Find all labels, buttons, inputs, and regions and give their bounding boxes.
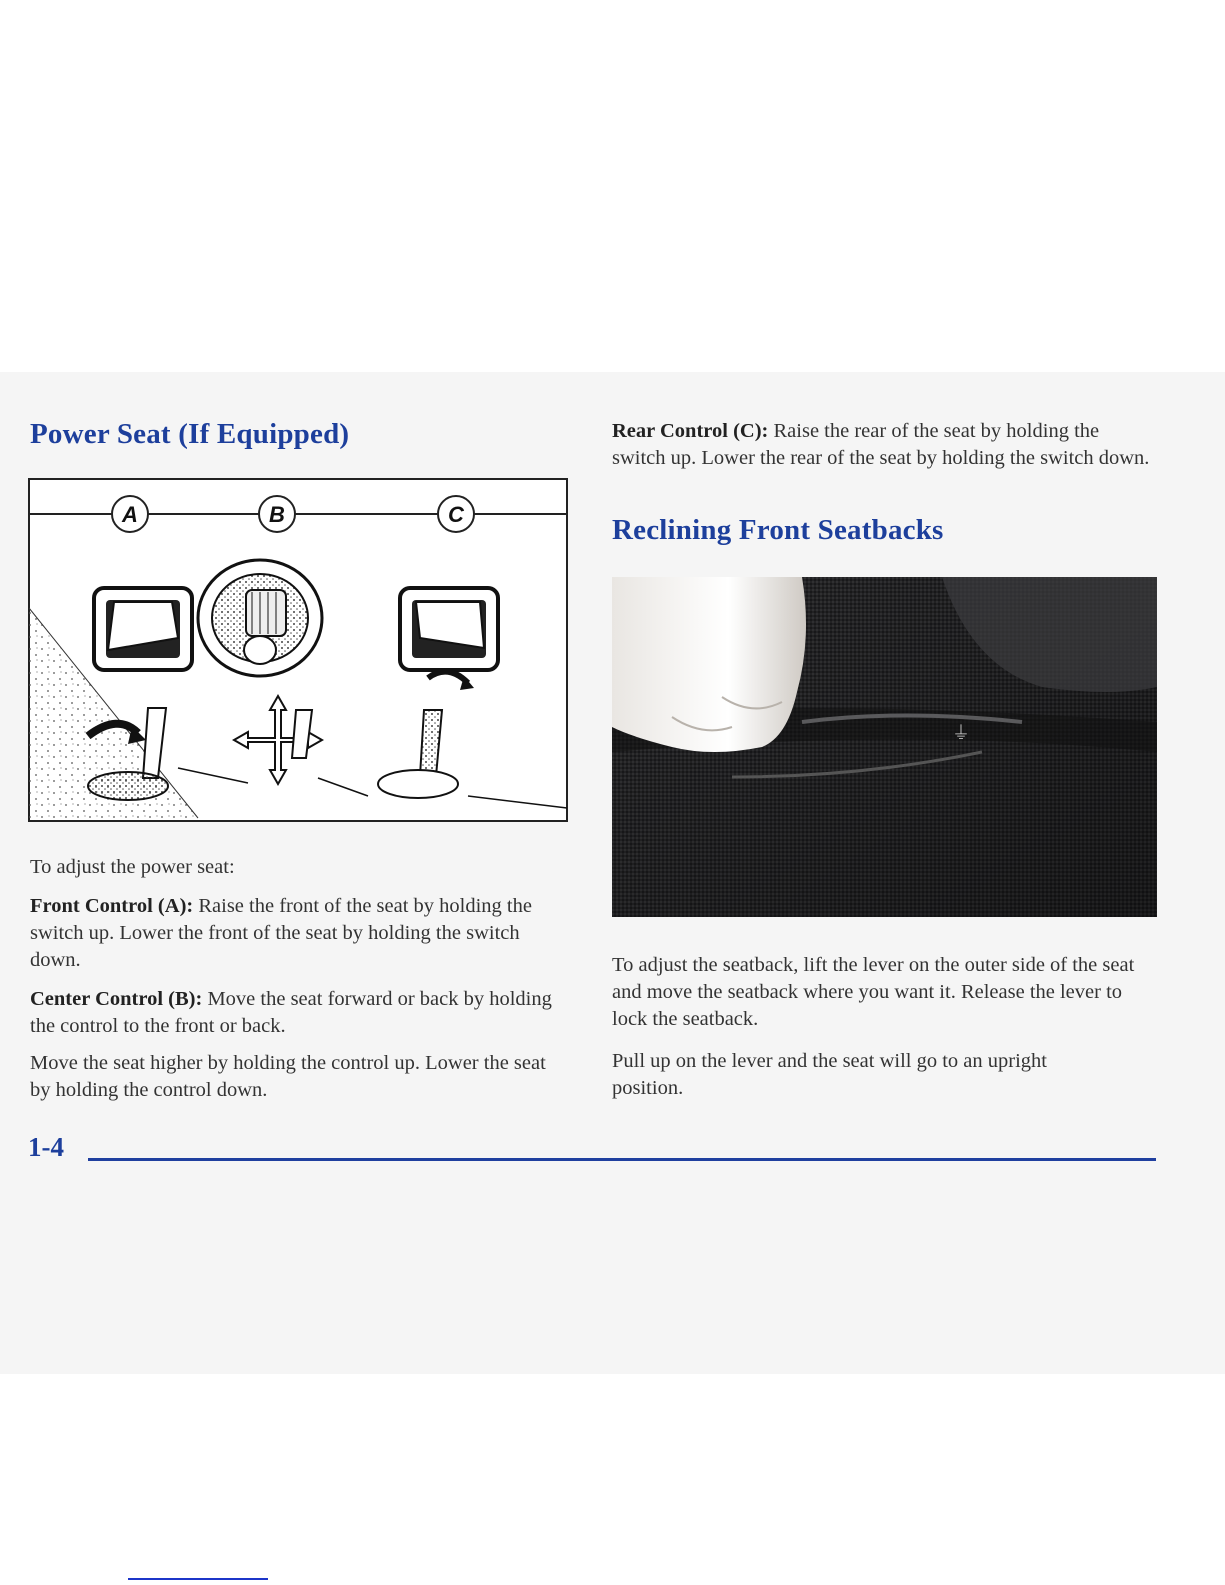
page-number: 1-4 <box>28 1132 64 1162</box>
footer-rule <box>88 1158 1156 1161</box>
center-control-desc: Move the seat forward or back by holding the control to the front or back. <box>30 988 552 1037</box>
front-switch-a <box>94 588 192 670</box>
reclining-seatbacks-heading: Reclining Front Seatbacks <box>612 514 944 546</box>
svg-text:B: B <box>269 502 285 527</box>
bottom-link-underline[interactable] <box>128 1578 268 1580</box>
rear-control-desc: Raise the rear of the seat by holding the switch up. Lower the rear of the seat by holding the switch down. <box>612 420 1150 469</box>
manual-page <box>0 372 1225 1374</box>
label-a <box>112 496 148 532</box>
seatback-symbol-icon: ⏚ <box>952 723 970 744</box>
upright-position-text: Pull up on the lever and the seat will go to an upright position. <box>612 1050 1047 1099</box>
front-control-desc: Raise the front of the seat by holding the switch up. Lower the front of the seat by holding the switch down. <box>30 895 532 971</box>
front-control-label: Front Control (A): <box>30 895 194 917</box>
power-seat-controls-illustration <box>28 478 568 823</box>
svg-text:A: A <box>122 502 138 527</box>
seatback-adjust-text: To adjust the seatback, lift the lever on the outer side of the seat and move the seatback where you want it. Release the lever to lock the seatback. <box>612 954 1135 1030</box>
center-control-label: Center Control (B): <box>30 988 203 1010</box>
rear-control-text <box>612 418 1152 472</box>
center-knob-b <box>198 560 322 676</box>
label-c <box>438 496 474 532</box>
label-b <box>259 496 295 532</box>
intro-text: To adjust the power seat: <box>30 856 235 878</box>
center-control-text <box>30 986 558 1040</box>
seat-higher-text: Move the seat higher by holding the control up. Lower the seat by holding the control down. <box>30 1052 546 1101</box>
svg-text:C: C <box>448 502 464 527</box>
power-seat-heading: Power Seat (If Equipped) <box>30 418 350 450</box>
front-control-text <box>30 893 550 974</box>
seatback-lever-photo <box>612 577 1157 917</box>
rear-control-label: Rear Control (C): <box>612 420 769 442</box>
